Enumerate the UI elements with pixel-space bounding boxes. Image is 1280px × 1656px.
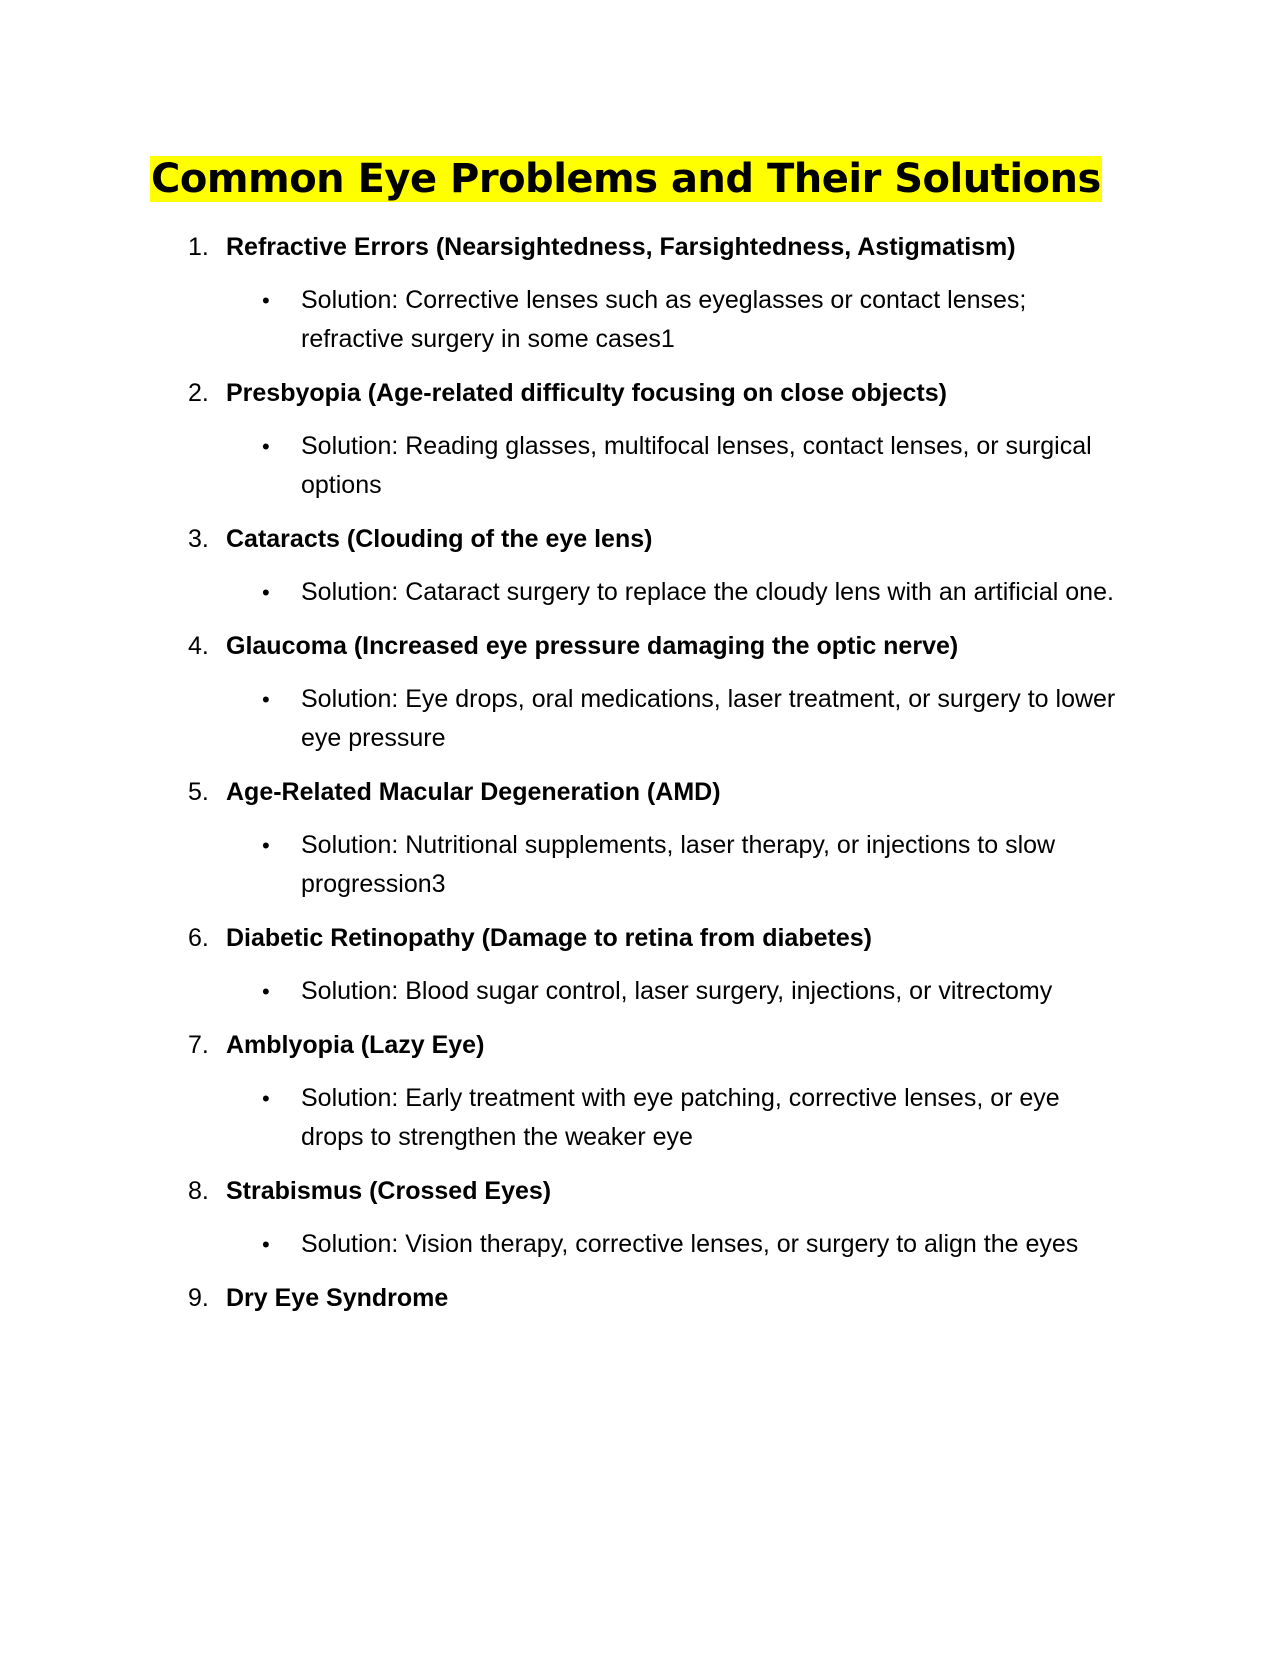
list-item (0, 625, 1280, 758)
item-heading-row (0, 518, 1280, 560)
solution-bullet (0, 1225, 1121, 1264)
title-highlight: Common Eye Problems and Their Solutions (151, 156, 1101, 202)
list-item (0, 917, 1280, 1011)
solution-text: Solution: Nutritional supplements, laser therapy, or injections to slow progression3 (301, 831, 1056, 898)
item-heading: Cataracts (Clouding of the eye lens) (226, 525, 653, 553)
list-item (0, 226, 1280, 359)
solution-text: Solution: Eye drops, oral medications, laser treatment, or surgery to lower eye pressure (301, 685, 1116, 752)
bullet-icon: • (262, 288, 270, 313)
item-heading-row (0, 625, 1280, 667)
list-item (0, 1277, 1280, 1319)
bullet-icon: • (262, 580, 270, 605)
list-item (0, 518, 1280, 612)
item-number: 6. (188, 924, 209, 952)
solution-bullet (0, 427, 1121, 505)
item-heading-row (0, 226, 1280, 268)
eye-problems-list (0, 226, 1280, 1319)
solution-text: Solution: Corrective lenses such as eyeglasses or contact lenses; refractive surgery in some cases1 (301, 286, 1027, 353)
bullet-icon: • (262, 833, 270, 858)
bullet-icon: • (262, 979, 270, 1004)
item-heading-row (0, 1024, 1280, 1066)
solution-bullet (0, 826, 1121, 904)
item-heading-row (0, 372, 1280, 414)
item-heading: Dry Eye Syndrome (226, 1284, 449, 1312)
bullet-icon: • (262, 1232, 270, 1257)
solution-bullet (0, 573, 1121, 612)
item-heading: Refractive Errors (Nearsightedness, Farsightedness, Astigmatism) (226, 233, 1016, 261)
item-number: 5. (188, 778, 209, 806)
item-heading: Amblyopia (Lazy Eye) (226, 1031, 485, 1059)
item-number: 9. (188, 1284, 209, 1312)
document-title (150, 150, 1102, 208)
item-heading: Diabetic Retinopathy (Damage to retina from diabetes) (226, 924, 872, 952)
item-number: 1. (188, 233, 209, 261)
solution-bullet (0, 972, 1121, 1011)
item-number: 3. (188, 525, 209, 553)
solution-text: Solution: Cataract surgery to replace the cloudy lens with an artificial one. (301, 578, 1114, 606)
solution-bullet (0, 1079, 1121, 1157)
item-heading: Age-Related Macular Degeneration (AMD) (226, 778, 721, 806)
solution-text: Solution: Reading glasses, multifocal lenses, contact lenses, or surgical options (301, 432, 1092, 499)
list-item (0, 1024, 1280, 1157)
item-heading-row (0, 1277, 1280, 1319)
item-number: 8. (188, 1177, 209, 1205)
bullet-icon: • (262, 1086, 270, 1111)
item-heading-row (0, 1170, 1280, 1212)
solution-bullet (0, 281, 1121, 359)
solution-text: Solution: Early treatment with eye patching, corrective lenses, or eye drops to strengthen the weaker eye (301, 1084, 1060, 1151)
item-heading-row (0, 917, 1280, 959)
item-number: 2. (188, 379, 209, 407)
solution-text: Solution: Vision therapy, corrective lenses, or surgery to align the eyes (301, 1230, 1079, 1258)
solution-bullet (0, 680, 1121, 758)
bullet-icon: • (262, 687, 270, 712)
item-number: 4. (188, 632, 209, 660)
list-item (0, 372, 1280, 505)
list-item (0, 1170, 1280, 1264)
item-heading: Strabismus (Crossed Eyes) (226, 1177, 552, 1205)
item-heading-row (0, 771, 1280, 813)
item-heading: Presbyopia (Age-related difficulty focusing on close objects) (226, 379, 947, 407)
solution-text: Solution: Blood sugar control, laser surgery, injections, or vitrectomy (301, 977, 1053, 1005)
item-number: 7. (188, 1031, 209, 1059)
list-item (0, 771, 1280, 904)
item-heading: Glaucoma (Increased eye pressure damaging the optic nerve) (226, 632, 959, 660)
bullet-icon: • (262, 434, 270, 459)
